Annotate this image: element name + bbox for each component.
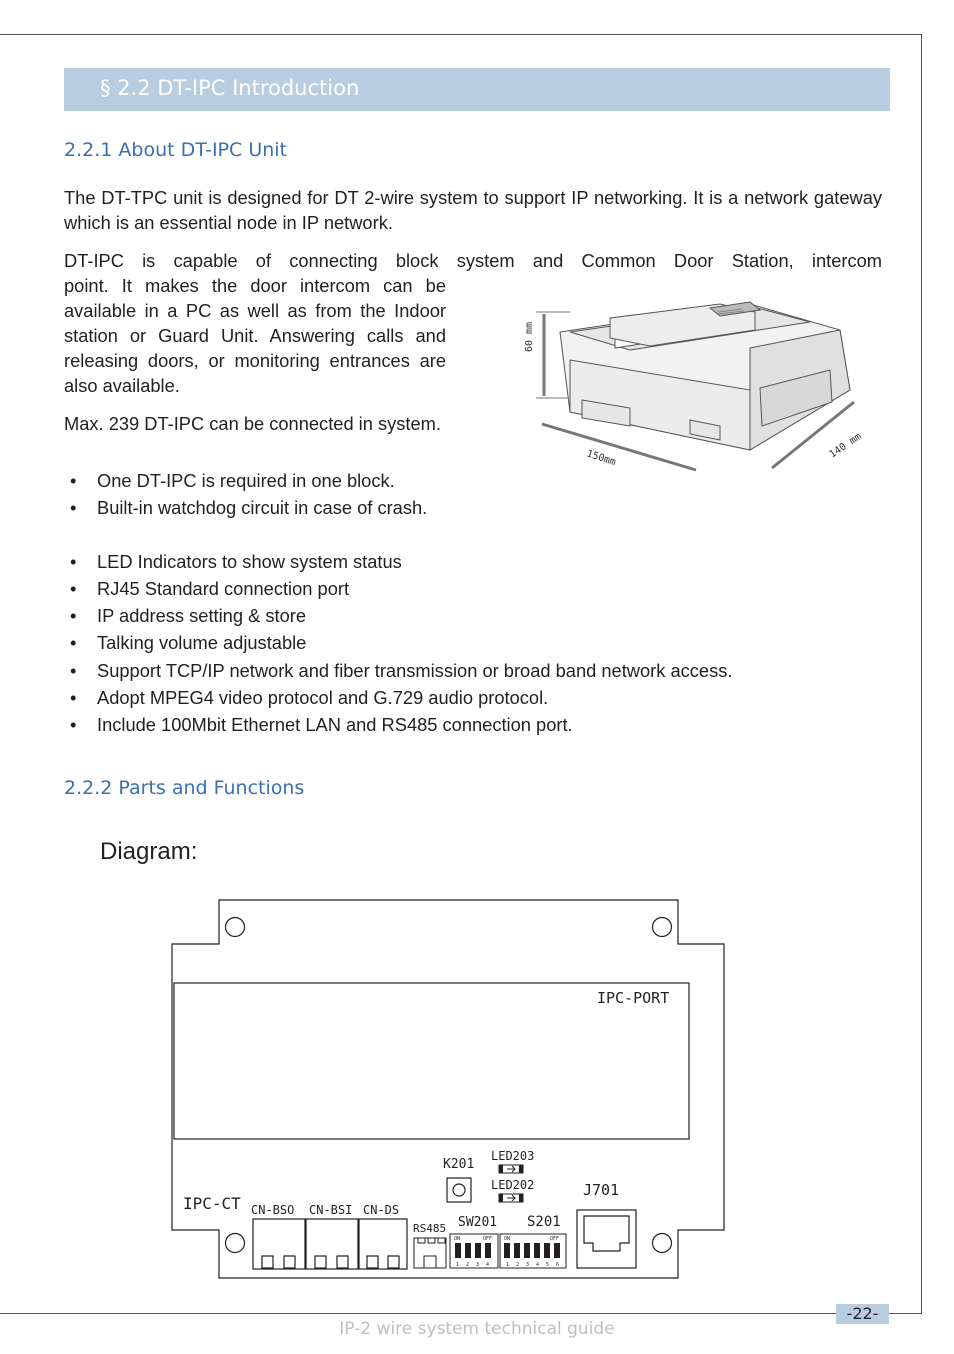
j701-label: J701 xyxy=(583,1181,620,1199)
led202-label: LED202 xyxy=(491,1178,535,1192)
sw201-label: SW201 xyxy=(458,1215,498,1230)
svg-text:ON: ON xyxy=(504,1236,511,1242)
svg-text:ON: ON xyxy=(454,1236,461,1242)
svg-text:OFF: OFF xyxy=(550,1236,560,1242)
svg-text:3: 3 xyxy=(526,1262,530,1268)
paragraph-capability: point. It makes the door intercom can be available in a PC as well as from the Indoor station or Guard Unit. Answering calls and releasing doors, or monitoring entrances are also available. xyxy=(64,275,446,396)
svg-text:2: 2 xyxy=(516,1262,520,1268)
footer-title: IP-2 wire system technical guide xyxy=(339,1319,615,1339)
paragraph-max: Max. 239 DT-IPC can be connected in system. xyxy=(64,413,441,434)
cn-ds-label: CN-DS xyxy=(363,1203,400,1217)
svg-text:2: 2 xyxy=(466,1262,470,1268)
subsection-title-parts: 2.2.2 Parts and Functions xyxy=(64,777,305,799)
rs485-label: RS485 xyxy=(413,1222,447,1235)
page-number: -22- xyxy=(836,1304,889,1324)
subsection-title-about: 2.2.1 About DT-IPC Unit xyxy=(64,139,287,161)
svg-text:1: 1 xyxy=(456,1262,460,1268)
svg-text:5: 5 xyxy=(546,1262,550,1268)
svg-text:3: 3 xyxy=(476,1262,480,1268)
diagram-heading: Diagram: xyxy=(100,838,198,865)
svg-text:4: 4 xyxy=(486,1262,490,1268)
cn-bso-label: CN-BSO xyxy=(251,1203,295,1217)
svg-text:4: 4 xyxy=(536,1262,540,1268)
svg-text:1: 1 xyxy=(506,1262,510,1268)
dimension-length-label: 150mm xyxy=(585,448,618,469)
svg-text:6: 6 xyxy=(556,1262,560,1268)
paragraph-intro: The DT-TPC unit is designed for DT 2-wire system to support IP networking. It is a network gateway which is an essential node in IP network. xyxy=(64,187,882,233)
section-title: § 2.2 DT-IPC Introduction xyxy=(100,76,360,100)
cn-bsi-label: CN-BSI xyxy=(309,1203,353,1217)
led203-label: LED203 xyxy=(491,1149,535,1163)
paragraph-capability-line: DT-IPC is capable of connecting block system and Common Door Station, intercom xyxy=(64,250,882,271)
svg-text:OFF: OFF xyxy=(483,1236,493,1242)
k201-label: K201 xyxy=(443,1157,475,1172)
ipc-ct-label: IPC-CT xyxy=(183,1194,241,1213)
ipc-port-label: IPC-PORT xyxy=(597,989,670,1007)
dimension-height-label: 60 mm xyxy=(524,321,535,352)
dimension-depth-label: 140 mm xyxy=(827,431,864,461)
s201-label: S201 xyxy=(527,1214,561,1230)
